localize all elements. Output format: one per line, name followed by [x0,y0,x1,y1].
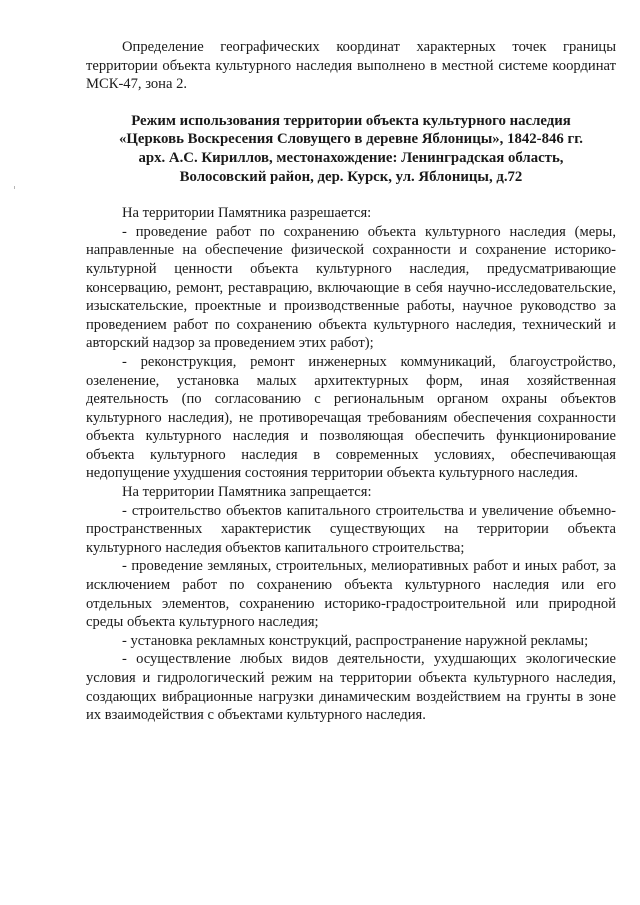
prohibited-item: - строительство объектов капитального строительства и увеличение объемно-пространственных характеристик существующих на территории объекта культурного наследия объектов капитального строительства; [86,502,616,556]
section-heading [86,112,616,186]
prohibited-item: - осуществление любых видов деятельности, ухудшающих экологические условия и гидрологический режим на территории объекта культурного наследия, создающих вибрационные нагрузки динамическим воздействием на грунты в зоне их взаимодействия с объектами культурного наследия. [86,651,616,724]
permitted-item: - реконструкция, ремонт инженерных коммуникаций, благоустройство, озеленение, установка малых архитектурных форм, иная хозяйственная деятельность (по согласованию с региональным органом охраны объектов культурного наследия), не противоречащая требованиям обеспечения сохранности объекта культурного наследия и позволяющая обеспечить функционирование объекта культурного наследия в современных условиях, обеспечивающая недопущение ухудшения состояния территории объекта культурного наследия. [86,353,616,482]
document-body [86,38,616,725]
permitted-item: - проведение работ по сохранению объекта культурного наследия (меры, направленные на обеспечение физической сохранности и сохранение историко-культурной ценности объекта культурного наследия, предусматривающие консервацию, ремонт, реставрацию, включающие в себя научно-исследовательские, изыскательские, проектные и производственные работы, научное руководство за проведением работ по сохранению объекта культурного наследия, технический и авторский надзор за проведением этих работ); [86,223,616,352]
prohibited-item: - установка рекламных конструкций, распространение наружной рекламы; [122,632,589,649]
heading-line: Волосовский район, дер. Курск, ул. Яблоницы, д.72 [179,168,523,185]
prohibited-title: На территории Памятника запрещается: [122,484,372,501]
heading-line: «Церковь Воскресения Словущего в деревне Яблоницы», 1842-846 гг. [119,131,583,148]
scan-mark [14,186,15,189]
permitted-title: На территории Памятника разрешается: [122,205,372,222]
heading-line: арх. А.С. Кириллов, местонахождение: Ленинградская область, [138,149,564,166]
heading-line: Режим использования территории объекта культурного наследия [131,112,571,129]
intro-paragraph: Определение географических координат характерных точек границы территории объекта культурного наследия выполнено в местной системе координат МСК-47, зона 2. [86,39,616,93]
prohibited-item: - проведение земляных, строительных, мелиоративных работ и иных работ, за исключением работ по сохранению объекта культурного наследия или его отдельных элементов, сохранению историко-градостроительной или природной среды объекта культурного наследия; [86,558,616,631]
